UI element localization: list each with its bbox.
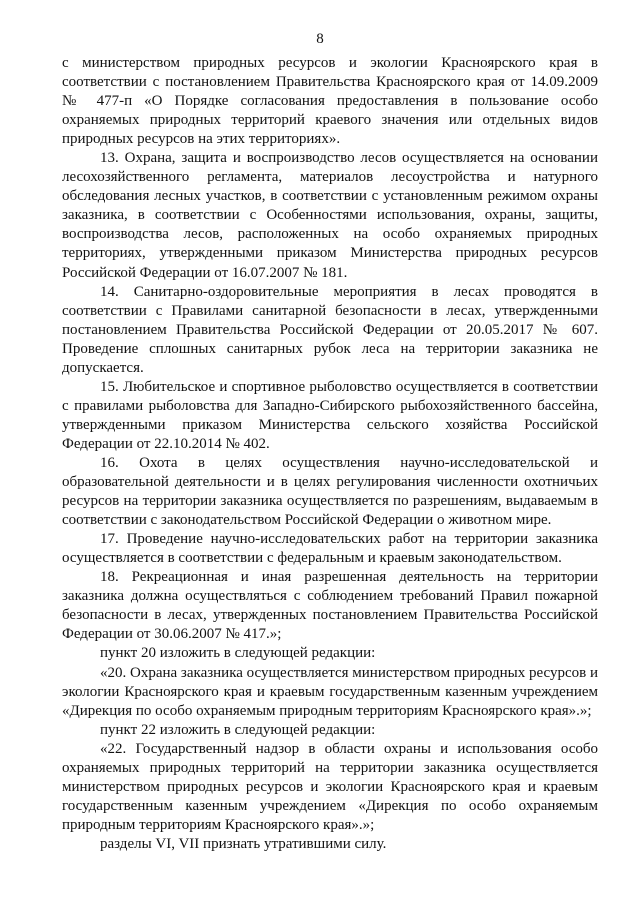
- paragraph-13: 13. Охрана, защита и воспроизводство лесов осуществляется на основании лесохозяйственного регламента, материалов лесоустройства и натурного обследования лесных участков, в соответствии с установленным режимом охраны заказника, в соответствии с Особенностями использования, охраны, защиты, воспроизводства лесов, расположенных на особо охраняемых природных территориях, утвержденными приказом Министерства природных ресурсов Российской Федерации от 16.07.2007 № 181.: [62, 150, 598, 281]
- paragraph-22: «22. Государственный надзор в области охраны и использования особо охраняемых природных территорий на территории заказника осуществляется министерством природных ресурсов и экологии Красноярского края и краевым государственным казенным учреждением «Дирекция по особо охраняемым природным территориям Красноярского края».»;: [62, 740, 598, 833]
- document-body: [62, 54, 598, 854]
- paragraph-15: 15. Любительское и спортивное рыболовство осуществляется в соответствии с правилами рыболовства для Западно-Сибирского рыбохозяйственного бассейна, утвержденными приказом Министерства сельского хозяйства Российской Федерации от 22.10.2014 № 402.: [62, 378, 598, 452]
- paragraph-continuation: с министерством природных ресурсов и экологии Красноярского края в соответствии с постановлением Правительства Красноярского края от 14.09.2009 № 477-п «О Порядке согласования предоставления в пользование особо охраняемых природных территорий краевого значения или отдельных видов природных ресурсов на этих территориях».: [62, 55, 598, 148]
- sections-repeal: разделы VI, VII признать утратившими силу.: [100, 835, 387, 852]
- paragraph-16: 16. Охота в целях осуществления научно-исследовательской и образовательной деятельности и в целях регулирования численности охотничьих ресурсов на территории заказника осуществляется по разрешениям, выдаваемым в соответствии с законодательством Российской Федерации о животном мире.: [62, 454, 598, 529]
- amendment-intro-22: пункт 22 изложить в следующей редакции:: [100, 721, 376, 738]
- page-number: 8: [316, 31, 324, 47]
- paragraph-18: 18. Рекреационная и иная разрешенная деятельность на территории заказника должна осуществляться с соблюдением требований Правил пожарной безопасности в лесах, утвержденных постановлением Правительства Российской Федерации от 30.06.2007 № 417.»;: [62, 569, 598, 643]
- paragraph-14: 14. Санитарно-оздоровительные мероприятия в лесах проводятся в соответствии с Правилами санитарной безопасности в лесах, утвержденными постановлением Правительства Российской Федерации от 20.05.2017 № 607. Проведение сплошных санитарных рубок леса на территории заказника не допускается.: [62, 283, 598, 376]
- paragraph-20: «20. Охрана заказника осуществляется министерством природных ресурсов и экологии Красноярского края и краевым государственным казенным учреждением «Дирекция по особо охраняемым природным территориям Красноярского края».»;: [62, 664, 598, 719]
- paragraph-17: 17. Проведение научно-исследовательских работ на территории заказника осуществляется в соответствии с федеральным и краевым законодательством.: [62, 531, 598, 567]
- amendment-intro-20: пункт 20 изложить в следующей редакции:: [100, 645, 376, 662]
